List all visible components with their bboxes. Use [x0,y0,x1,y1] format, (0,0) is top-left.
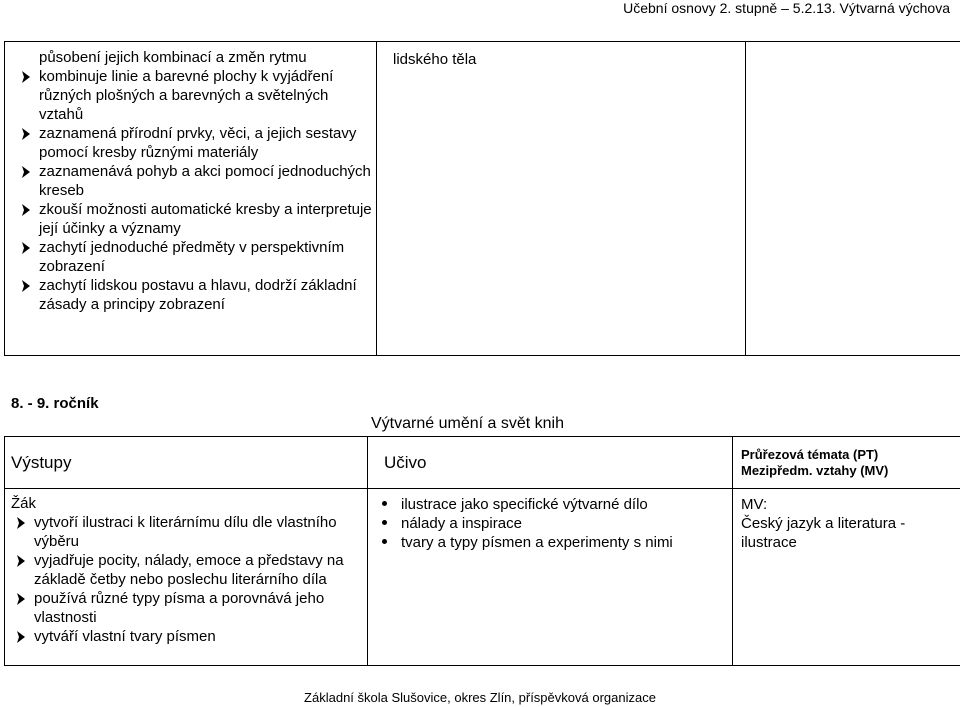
list-item: používá různé typy písma a porovnává jeho vlastnosti [11,589,363,627]
themes-header-line2: Mezipředm. vztahy (MV) [741,462,889,478]
list-item: vytvoří ilustraci k literárnímu dílu dle vlastního výběru [11,513,363,551]
curriculum-header: Učivo [384,452,427,472]
list-item: nálady a inspirace [374,514,728,533]
outputs-list-continued [16,67,372,314]
themes-text: Český jazyk a literatura - ilustrace [741,515,906,551]
document-header-title: Učební osnovy 2. stupně – 5.2.13. Výtvarná výchova [623,0,950,16]
arrow-bullet-icon [17,593,25,605]
outputs-intro: Žák [11,495,37,512]
list-item: kombinuje linie a barevné plochy k vyjádření různých plošných a barevných a světelných vztahů [16,67,372,124]
list-item: zaznamená přírodní prvky, věci, a jejich sestavy pomocí kresby různými materiály [16,124,372,162]
arrow-bullet-icon [22,71,30,83]
curriculum-list [374,495,728,552]
curriculum-cell-continued [377,42,746,356]
themes-cell [733,489,960,666]
top-curriculum-table [4,41,960,356]
outputs-continuation-text: působení jejich kombinací a změn rytmu [39,49,307,66]
arrow-bullet-icon [22,166,30,178]
list-item: zachytí jednoduché předměty v perspektivním zobrazení [16,238,372,276]
outputs-list [11,513,363,646]
list-item: tvary a typy písmen a experimenty s nimi [374,533,728,552]
outputs-header: Výstupy [11,452,72,472]
arrow-bullet-icon [22,242,30,254]
arrow-bullet-icon [17,517,25,529]
themes-header-cell [733,437,960,489]
themes-label: MV: [741,496,768,513]
grade-label: 8. - 9. ročník [11,395,99,412]
dot-bullet-icon [382,539,387,544]
outputs-cell [5,489,368,666]
arrow-bullet-icon [22,128,30,140]
curriculum-continuation-text: lidského těla [393,51,477,68]
list-item: vyjadřuje pocity, nálady, emoce a představy na základě četby nebo poslechu literárního díla [11,551,363,589]
page-footer: Základní škola Slušovice, okres Zlín, příspěvková organizace [304,690,656,705]
list-item: vytváří vlastní tvary písmen [11,627,363,646]
arrow-bullet-icon [17,555,25,567]
list-item: zkouší možnosti automatické kresby a interpretuje její účinky a významy [16,200,372,238]
themes-header-line1: Průřezová témata (PT) [741,446,879,462]
section-title: Výtvarné umění a svět knih [371,415,564,432]
arrow-bullet-icon [22,280,30,292]
outputs-header-cell [5,437,368,489]
arrow-bullet-icon [22,204,30,216]
dot-bullet-icon [382,520,387,525]
list-item: zaznamenává pohyb a akci pomocí jednoduchých kreseb [16,162,372,200]
arrow-bullet-icon [17,631,25,643]
themes-cell-continued [746,42,960,356]
outputs-cell-continued [5,42,377,356]
list-item: ilustrace jako specifické výtvarné dílo [374,495,728,514]
list-item: zachytí lidskou postavu a hlavu, dodrží základní zásady a principy zobrazení [16,276,372,314]
dot-bullet-icon [382,501,387,506]
curriculum-header-cell [368,437,733,489]
section-table [4,436,960,666]
curriculum-cell [368,489,733,666]
